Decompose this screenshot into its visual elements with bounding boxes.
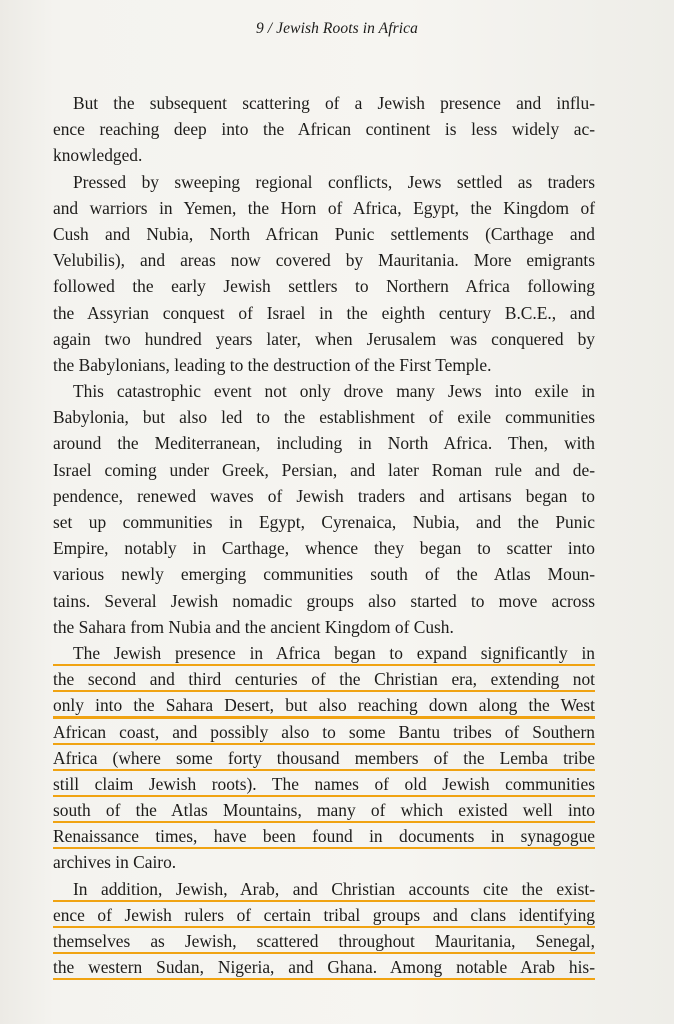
running-header: 9 / Jewish Roots in Africa [255, 20, 419, 37]
paragraph [53, 169, 595, 379]
highlighted-paragraph [53, 876, 595, 981]
body-text [53, 90, 595, 980]
text-line: the Assyrian conquest of Israel in the eighth century B.C.E., and [53, 302, 595, 323]
text-line: Israel coming under Greek, Persian, and later Roman rule and de- [53, 459, 595, 480]
highlighted-line: still claim Jewish roots). The names of old Jewish communities [53, 771, 595, 797]
highlighted-line: only into the Sahara Desert, but also reaching down along the West [53, 692, 595, 718]
highlighted-line: themselves as Jewish, scattered throughout Mauritania, Senegal, [53, 928, 595, 954]
text-line: Babylonia, but also led to the establishment of exile communities [53, 407, 595, 428]
highlighted-line: ence of Jewish rulers of certain tribal groups and clans identifying [53, 902, 595, 928]
text-line: again two hundred years later, when Jerusalem was conquered by [53, 328, 595, 349]
paragraph [53, 90, 595, 169]
highlighted-line: south of the Atlas Mountains, many of which existed well into [53, 797, 595, 823]
highlighted-line: the western Sudan, Nigeria, and Ghana. Among notable Arab his- [53, 954, 595, 980]
text-line: Empire, notably in Carthage, whence they began to scatter into [53, 538, 595, 559]
text-line: knowledged. [53, 145, 143, 166]
text-line: Cush and Nubia, North African Punic settlements (Carthage and [53, 223, 595, 244]
text-line: Pressed by sweeping regional conflicts, Jews settled as traders [73, 171, 595, 192]
text-line: the Babylonians, leading to the destruction of the First Temple. [53, 354, 492, 375]
paragraph [53, 378, 595, 640]
highlighted-line: In addition, Jewish, Arab, and Christian accounts cite the exist- [53, 876, 595, 902]
text-line: set up communities in Egypt, Cyrenaica, Nubia, and the Punic [53, 512, 595, 532]
highlighted-line [53, 849, 595, 875]
text-line: the Sahara from Nubia and the ancient Kingdom of Cush. [53, 616, 454, 637]
text-line: pendence, renewed waves of Jewish traders and artisans began to [53, 485, 595, 506]
highlighted-line: Africa (where some forty thousand members of the Lemba tribe [53, 745, 595, 771]
highlighted-line: the second and third centuries of the Christian era, extending not [53, 666, 595, 692]
text-line: Velubilis), and areas now covered by Mauritania. More emigrants [53, 250, 595, 271]
text-line: But the subsequent scattering of a Jewish presence and influ- [73, 93, 595, 113]
highlighted-line: Renaissance times, have been found in documents in synagogue [53, 823, 595, 849]
highlighted-line: African coast, and possibly also to some Bantu tribes of Southern [53, 719, 595, 745]
text-line: around the Mediterranean, including in North Africa. Then, with [53, 433, 595, 454]
text-line: This catastrophic event not only drove many Jews into exile in [73, 381, 595, 402]
text-line: and warriors in Yemen, the Horn of Africa, Egypt, the Kingdom of [53, 197, 595, 218]
text-line: followed the early Jewish settlers to Northern Africa following [53, 276, 595, 297]
highlighted-text: archives in Cairo. [53, 852, 177, 873]
text-line: various newly emerging communities south of the Atlas Moun- [53, 564, 595, 585]
highlighted-line: The Jewish presence in Africa began to expand significantly in [53, 640, 595, 666]
text-line: ence reaching deep into the African continent is less widely ac- [53, 119, 595, 140]
text-line: tains. Several Jewish nomadic groups also started to move across [53, 590, 595, 611]
highlighted-paragraph [53, 640, 595, 876]
